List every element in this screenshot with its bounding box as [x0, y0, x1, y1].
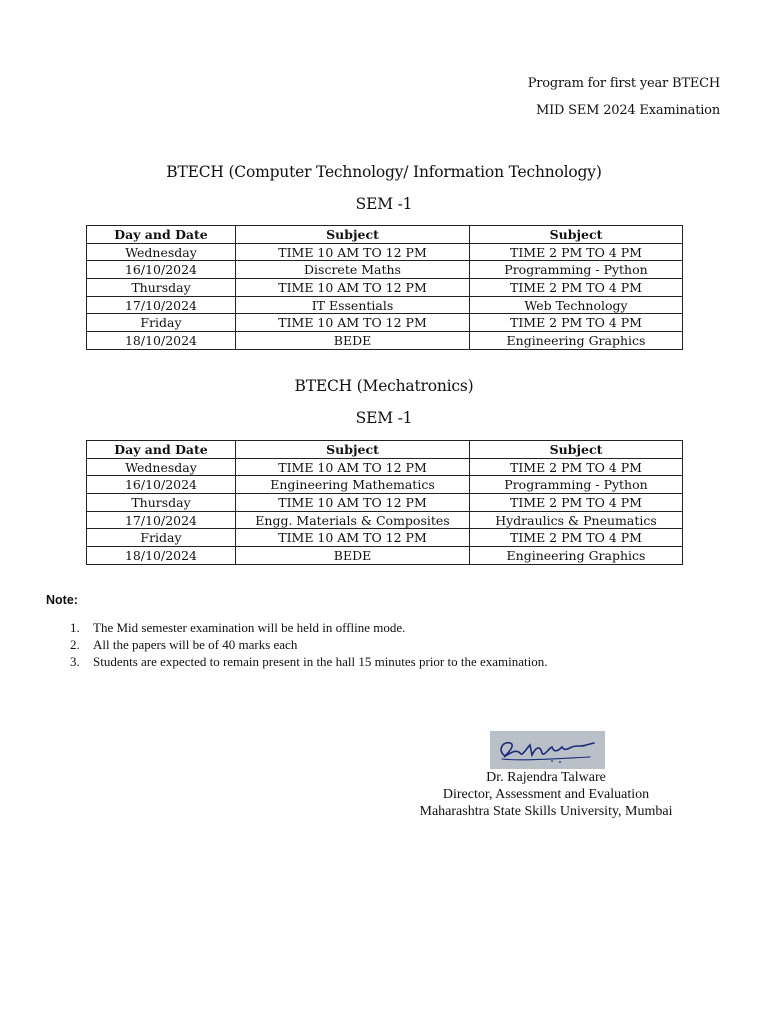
exam-heading: MID SEM 2024 Examination [535, 103, 720, 118]
note-text: The Mid semester examination will be held in offline mode. [93, 620, 406, 635]
table-cell: Engineering Mathematics [236, 476, 470, 494]
table-cell: TIME 2 PM TO 4 PM [470, 458, 683, 476]
table-cell: Wednesday [87, 243, 236, 261]
note-text: All the papers will be of 40 marks each [93, 637, 298, 652]
table-cell: TIME 10 AM TO 12 PM [236, 494, 470, 512]
table-cell: Friday [87, 529, 236, 547]
list-number: 1. [70, 620, 80, 635]
table-row [87, 314, 683, 332]
table-row [87, 332, 683, 350]
table-cell: TIME 10 AM TO 12 PM [236, 458, 470, 476]
table-row [87, 476, 683, 494]
table-cell: 18/10/2024 [87, 332, 236, 350]
column-header: Subject [236, 441, 470, 459]
note-text: Students are expected to remain present in the hall 15 minutes prior to the examination. [93, 654, 548, 669]
table-row [87, 458, 683, 476]
table-cell: Hydraulics & Pneumatics [470, 511, 683, 529]
list-number: 2. [70, 637, 80, 652]
list-item [62, 619, 548, 636]
table-row [87, 261, 683, 279]
signatory-organization: Maharashtra State Skills University, Mumbai [419, 804, 673, 819]
program-heading: Program for first year BTECH [527, 76, 720, 91]
table-cell: TIME 2 PM TO 4 PM [470, 243, 683, 261]
table-cell: Programming - Python [470, 476, 683, 494]
section-2-sem: SEM -1 [355, 409, 413, 427]
note-label: Note: [46, 593, 78, 607]
table-cell: Web Technology [470, 296, 683, 314]
table-row [87, 511, 683, 529]
table-cell: TIME 2 PM TO 4 PM [470, 529, 683, 547]
list-item [62, 636, 548, 653]
table-row [87, 529, 683, 547]
table-cell: Thursday [87, 494, 236, 512]
section-2-title: BTECH (Mechatronics) [294, 377, 474, 395]
table-row [87, 494, 683, 512]
table-cell: 16/10/2024 [87, 476, 236, 494]
table-cell: TIME 2 PM TO 4 PM [470, 314, 683, 332]
list-number: 3. [70, 654, 80, 669]
column-header: Subject [236, 226, 470, 244]
table-cell: Wednesday [87, 458, 236, 476]
table-cell: Programming - Python [470, 261, 683, 279]
table-cell: 18/10/2024 [87, 547, 236, 565]
column-header: Subject [470, 226, 683, 244]
table-row [87, 547, 683, 565]
table-cell: 16/10/2024 [87, 261, 236, 279]
table-cell: TIME 2 PM TO 4 PM [470, 494, 683, 512]
section-1-title: BTECH (Computer Technology/ Information Technology) [166, 163, 602, 181]
table-cell: BEDE [236, 332, 470, 350]
signatory-designation: Director, Assessment and Evaluation [442, 787, 650, 802]
table-cell: Engineering Graphics [470, 547, 683, 565]
table-cell: Engg. Materials & Composites [236, 511, 470, 529]
table-row [87, 296, 683, 314]
table-cell: TIME 10 AM TO 12 PM [236, 529, 470, 547]
table-cell: Thursday [87, 279, 236, 297]
signatory-name: Dr. Rajendra Talware [486, 770, 606, 785]
table-row [87, 279, 683, 297]
timetable-computer-it [86, 225, 683, 350]
column-header: Subject [470, 441, 683, 459]
table-row [87, 243, 683, 261]
table-header-row [87, 226, 683, 244]
table-cell: TIME 10 AM TO 12 PM [236, 314, 470, 332]
table-cell: 17/10/2024 [87, 511, 236, 529]
handwritten-signature [490, 731, 605, 769]
table-cell: Discrete Maths [236, 261, 470, 279]
table-cell: TIME 2 PM TO 4 PM [470, 279, 683, 297]
signature-image [490, 731, 605, 769]
column-header: Day and Date [87, 441, 236, 459]
table-cell: TIME 10 AM TO 12 PM [236, 243, 470, 261]
table-cell: Friday [87, 314, 236, 332]
table-header-row [87, 441, 683, 459]
note-list [62, 619, 548, 670]
table-cell: Engineering Graphics [470, 332, 683, 350]
table-cell: TIME 10 AM TO 12 PM [236, 279, 470, 297]
table-cell: BEDE [236, 547, 470, 565]
column-header: Day and Date [87, 226, 236, 244]
table-cell: IT Essentials [236, 296, 470, 314]
list-item [62, 653, 548, 670]
table-cell: 17/10/2024 [87, 296, 236, 314]
timetable-mechatronics [86, 440, 683, 565]
section-1-sem: SEM -1 [355, 195, 413, 213]
